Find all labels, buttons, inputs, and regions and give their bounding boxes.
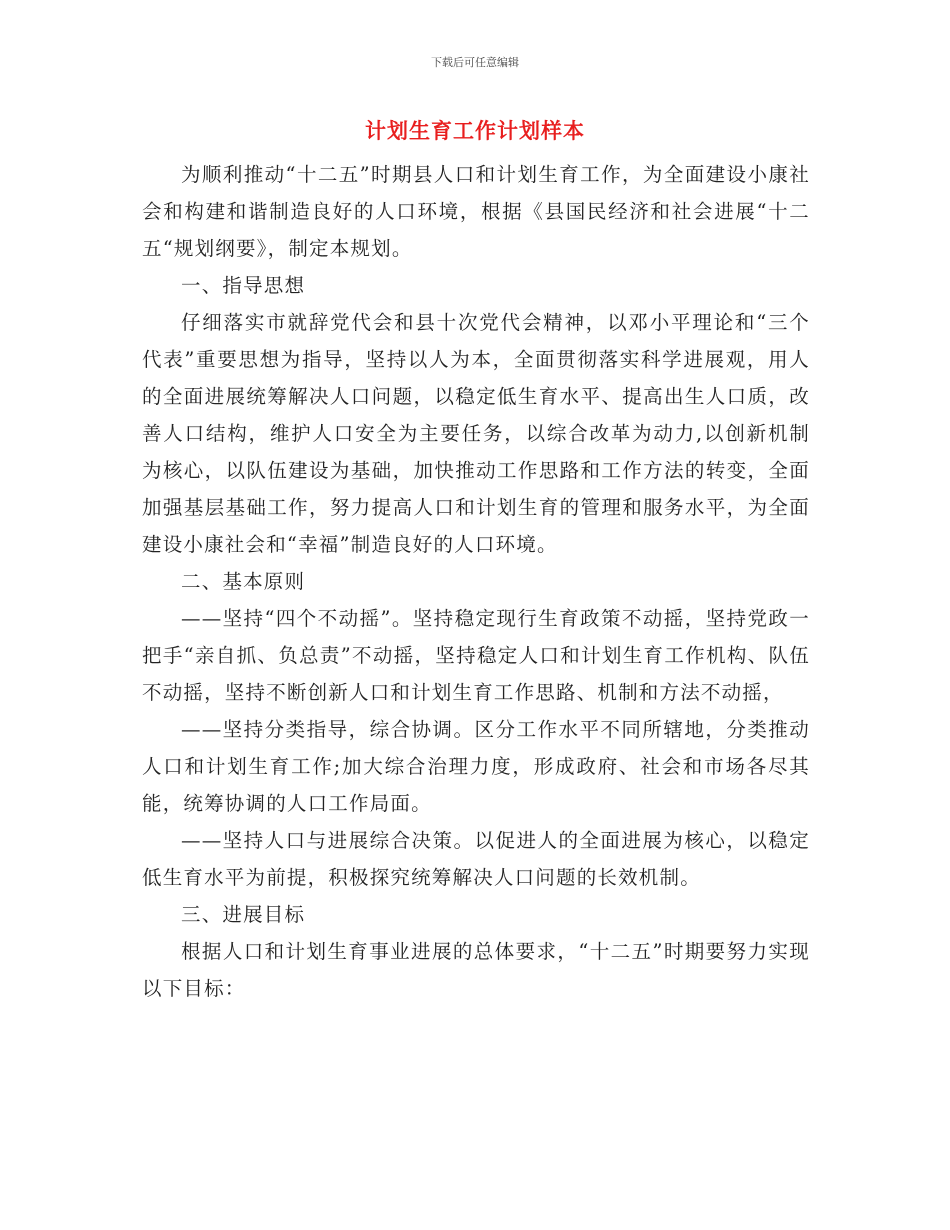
- page-header-note: 下载后可任意编辑: [431, 56, 519, 69]
- intro-paragraph: 为顺利推动“十二五”时期县人口和计划生育工作，为全面建设小康社会和构建和谐制造良好的人口环境，根据《县国民经济和社会进展“十二五“规划纲要》，制定本规划。: [142, 163, 810, 260]
- section-heading-basic-principles: 二、基本原则: [181, 570, 306, 593]
- document-body: [142, 156, 810, 1007]
- section-heading-development-goals: 三、进展目标: [181, 903, 306, 926]
- development-goals-paragraph: 根据人口和计划生育事业进展的总体要求，“十二五”时期要努力实现以下目标：: [142, 940, 810, 1000]
- document-title: 计划生育工作计划样本: [365, 119, 585, 143]
- section-heading-guiding-thought: 一、指导思想: [181, 274, 306, 297]
- principle-paragraph-four-unwavering: ——坚持“四个不动摇”。坚持稳定现行生育政策不动摇，坚持党政一把手“亲自抓、负总责”不动摇，坚持稳定人口和计划生育工作机构、队伍不动摇，坚持不断创新人口和计划生育工作思路、机制和方法不动摇，: [142, 607, 810, 704]
- guiding-thought-paragraph: 仔细落实市就辞党代会和县十次党代会精神，以邓小平理论和“三个代表”重要思想为指导，坚持以人为本，全面贯彻落实科学进展观，用人的全面进展统筹解决人口问题，以稳定低生育水平、提高出生人口质，改善人口结构，维护人口安全为主要任务，以综合改革为动力,以创新机制为核心，以队伍建设为基础，加快推动工作思路和工作方法的转变，全面加强基层基础工作，努力提高人口和计划生育的管理和服务水平，为全面建设小康社会和“幸福”制造良好的人口环境。: [142, 311, 810, 556]
- principle-paragraph-population-development: ——坚持人口与进展综合决策。以促进人的全面进展为核心，以稳定低生育水平为前提，积极探究统筹解决人口问题的长效机制。: [142, 829, 810, 889]
- principle-paragraph-classified-guidance: ——坚持分类指导，综合协调。区分工作水平不同所辖地，分类推动人口和计划生育工作;加大综合治理力度，形成政府、社会和市场各尽其能，统筹协调的人口工作局面。: [142, 718, 810, 815]
